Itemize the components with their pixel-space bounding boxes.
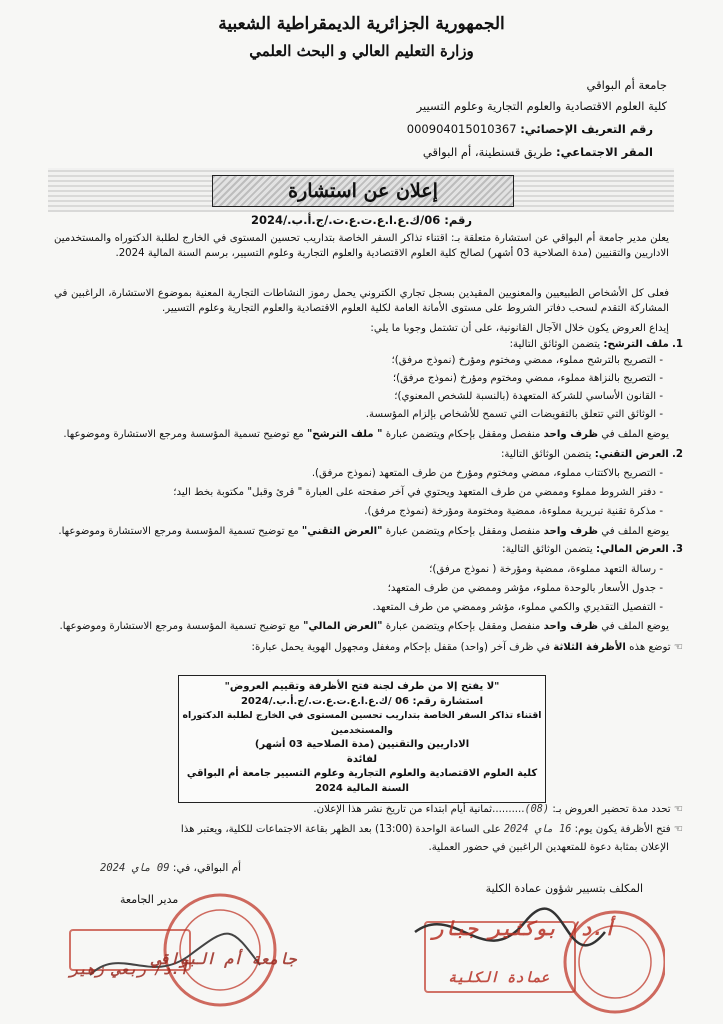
section-3-heading	[68, 543, 683, 558]
env-c: في ظرف آخر (واحد) مقفل بإحكام ومغفل ومجهول الهوية يحمل عبارة:	[251, 642, 554, 653]
section-2-number: 2.	[672, 449, 683, 460]
s1-close-b: ظرف واحد	[543, 429, 598, 440]
s1-item-2: - التصريح بالنزاهة مملوء، ممضي ومختوم ومؤرخ (نموذج مرفق)؛	[48, 372, 663, 387]
section-3-sub: يتضمن الوثائق التالية:	[502, 544, 593, 555]
section-1-title: ملف الترشح:	[603, 339, 669, 350]
faculty-stamp	[405, 892, 665, 1022]
opening-a: فتح الأظرفة يكون يوم:	[571, 824, 671, 835]
place-date-hand: 09 ماي 2024	[100, 862, 170, 874]
place-date	[100, 862, 241, 874]
section-3-number: 3.	[672, 544, 683, 555]
box-line-3: اقتناء تذاكر السفر الخاصة بتداريب تحسين المستوى في الخارج لطلبة الدكتوراه والمستخدمين	[182, 710, 542, 736]
university-stamp-text: جامعة أم البواقي	[152, 950, 297, 968]
s2-item-3: - مذكرة تقنية تبريرية مملوءة، ممضية ومختومة ومؤرخة (نموذج مرفق).	[48, 505, 663, 520]
intro-paragraph: يعلن مدير جامعة أم البواقي عن استشارة متعلقة بـ: اقتناء تذاكر السفر الخاصة بتداريب تحسين المستوى في الخارج لطلبة الدكتوراه والمستخدمين الاداريين والتقنيين (مدة الصلاحية 03 أشهر) لصالح كلية العلوم الاقتصادية والعلوم التجارية وعلوم التسيير، برسم السنة المالية 2024.	[54, 233, 669, 259]
deadline-line	[313, 803, 683, 817]
dean-signature: أ.د/ بوكثير جبار	[432, 918, 616, 940]
director-title: مدير الجامعة	[120, 893, 179, 906]
tax-id-value: 000904015010367	[406, 122, 517, 136]
s2-close-c: منفصل ومقفل بإحكام ويتضمن عبارة	[382, 526, 544, 537]
opening-line-2: الإعلان بمثابة دعوة للمتعهدين الراغبين في حضور العملية.	[428, 842, 669, 853]
tax-id-label: رقم التعريف الإحصائي:	[520, 122, 653, 136]
s3-close-b: ظرف واحد	[543, 621, 598, 632]
s1-close-e: مع توضيح تسمية المؤسسة ومرجع الاستشارة وموضوعها.	[63, 429, 307, 440]
section-2-title: العرض التقني:	[594, 449, 669, 460]
env-a: توضع هذه	[625, 642, 671, 653]
s3-close-a: يوضع الملف في	[598, 621, 669, 632]
s2-close-b: ظرف واحد	[543, 526, 598, 537]
s1-close-c: منفصل ومقفل بإحكام ويتضمن عبارة	[382, 429, 544, 440]
deadline-hand: (08)	[524, 804, 550, 815]
opening-hand: 16 ماي 2024	[503, 824, 572, 835]
section-1-closing	[54, 428, 669, 443]
s3-item-3: - التفصيل التقديري والكمي مملوء، مؤشر وممضي من طرف المتعهد.	[48, 601, 663, 616]
announcement-title: إعلان عن استشارة	[212, 175, 514, 207]
envelopes-instruction	[68, 641, 683, 656]
s3-close-c: منفصل ومقفل بإحكام ويتضمن عبارة	[382, 621, 544, 632]
s2-close-a: يوضع الملف في	[598, 526, 669, 537]
s3-close-d: "العرض المالي"	[303, 621, 383, 632]
opening-b: على الساعة الواحدة (13:00) بعد الظهر بقاعة الاجتماعات للكلية، ويعتبر هذا	[180, 824, 504, 835]
section-2-sub: يتضمن الوثائق التالية:	[500, 449, 592, 460]
box-line-1: "لا يفتح إلا من طرف لجنة فتح الأظرفة وتقييم العروض"	[224, 681, 500, 692]
section-3-closing	[54, 620, 669, 635]
faculty-name: كلية العلوم الاقتصادية والعلوم التجارية وعلوم التسيير	[416, 99, 667, 113]
university-name: جامعة أم البواقي	[586, 78, 667, 92]
box-line-4: الاداريين والتقنيين (مدة الصلاحية 03 أشهر)	[254, 739, 470, 750]
section-2-heading	[68, 448, 683, 463]
pointer-icon: ☜	[670, 642, 683, 653]
s3-item-1: - رسالة التعهد مملوءة، ممضية ومؤرخة ( نموذج مرفق)؛	[48, 563, 663, 578]
pointer-icon: ☜	[670, 824, 683, 835]
director-signature: أ.د/ ربعي زهير	[70, 962, 189, 978]
opening-line	[53, 823, 683, 837]
pointer-icon: ☜	[670, 804, 683, 815]
box-line-7: السنة المالية 2024	[315, 782, 409, 794]
section-1-sub: يتضمن الوثائق التالية:	[509, 339, 601, 350]
s3-item-2: - جدول الأسعار بالوحدة مملوء، مؤشر وممضي من طرف المتعهد؛	[48, 582, 663, 597]
s1-item-1: - التصريح بالترشح مملوء، ممضي ومختوم ومؤرخ (نموذج مرفق)؛	[48, 354, 663, 369]
address-label: المقر الاجتماعي:	[555, 145, 653, 159]
s1-close-d: " ملف الترشح"	[306, 429, 383, 440]
env-b: الأظرفة الثلاثة	[553, 642, 626, 653]
tax-id-line	[407, 122, 653, 136]
s1-close-a: يوضع الملف في	[598, 429, 669, 440]
faculty-stamp-text: عمادة الكلية	[448, 970, 550, 986]
s1-item-4: - الوثائق التي تتعلق بالتفويضات التي تسمح للأشخاص بإلزام المؤسسة.	[48, 408, 663, 423]
section-3-title: العرض المالي:	[595, 544, 669, 555]
eligibility-paragraph: فعلى كل الأشخاص الطبيعيين والمعنويين المقيدين بسجل تجاري الكتروني يحمل رموز النشاطات التجارية المعنية بموضوع الاستشارة، الراغبين في المشاركة التقدم لسحب دفاتر الشروط على مستوى الأمانة العامة لكلية العلوم الاقتصادية والعلوم التجارية وعلوم التسيير.	[54, 288, 669, 314]
ministry-header: وزارة التعليم العالي و البحث العلمي	[249, 42, 474, 60]
s1-item-3: - القانون الأساسي للشركة المتعهدة (بالنسبة للشخص المعنوي)؛	[48, 390, 663, 405]
address-line	[423, 145, 653, 159]
place-date-label: أم البواقي، في:	[172, 862, 242, 874]
box-line-5: لفائدة	[346, 753, 378, 765]
deposit-paragraph: إيداع العروض يكون خلال الآجال القانونية، على أن تشتمل وجوبا ما يلي:	[370, 323, 669, 334]
s3-close-e: مع توضيح تسمية المؤسسة ومرجع الاستشارة وموضوعها.	[59, 621, 304, 632]
envelope-label-box	[178, 675, 546, 803]
reference-number: رقم: 06/ك.ع.ا.ع.ت.ع.ت./ج.أ.ب./2024	[250, 213, 473, 227]
s2-item-1: - التصريح بالاكتتاب مملوء، ممضي ومختوم ومؤرخ من طرف المتعهد (نموذج مرفق).	[48, 467, 663, 482]
address-value: طريق قسنطينة، أم البواقي	[422, 145, 553, 159]
section-2-closing	[54, 525, 669, 540]
dean-title: المكلف بتسيير شؤون عمادة الكلية	[485, 882, 643, 895]
s2-close-e: مع توضيح تسمية المؤسسة ومرجع الاستشارة وموضوعها.	[58, 526, 302, 537]
deadline-a: تحدد مدة تحضير العروض بـ:	[549, 804, 671, 815]
s2-item-2: - دفتر الشروط مملوء وممضي من طرف المتعهد ويحتوي في آخر صفحته على العبارة " قرئ وقبل" مكتوبة بخط اليد؛	[48, 486, 663, 501]
box-line-6: كلية العلوم الاقتصادية والعلوم التجارية وعلوم التسيير جامعة أم البواقي	[186, 768, 538, 779]
deadline-b: ..........ثمانية أيام ابتداء من تاريخ نشر هذا الإعلان.	[313, 804, 525, 815]
section-1-number: 1.	[672, 339, 683, 350]
section-1-heading	[68, 338, 683, 353]
box-line-2: استشارة رقم: 06 /ك.ع.ا.ع.ت.ع.ت./ج.أ.ب./2024	[240, 695, 484, 707]
s2-close-d: "العرض التقني"	[301, 526, 383, 537]
republic-header: الجمهورية الجزائرية الديمقراطية الشعبية	[218, 14, 505, 34]
